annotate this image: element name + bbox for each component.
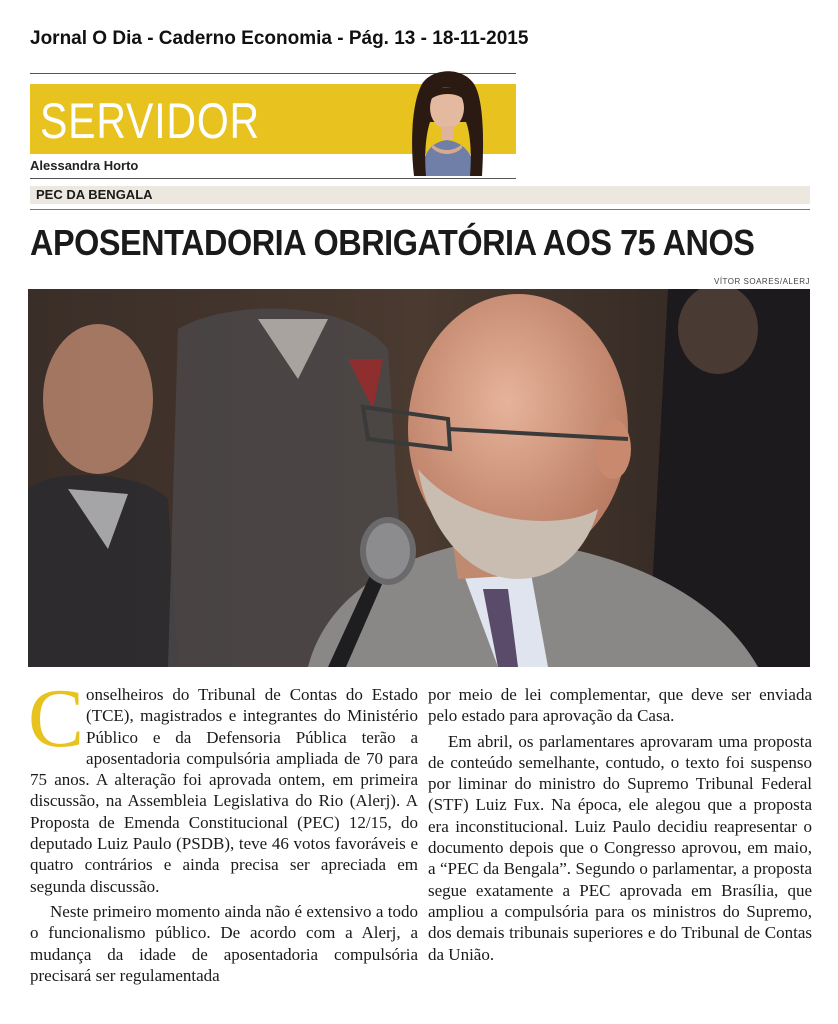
author-rule [30, 178, 516, 179]
kicker-bar [30, 186, 810, 204]
article-paragraph: Neste primeiro momento ainda não é extensivo a todo o funcionalismo público. De acordo com a Alerj, a mudança da idade de aposentadoria compulsória precisará ser regulamentada [30, 901, 418, 985]
article-paragraph [28, 672, 418, 897]
article-body-right [428, 684, 812, 965]
photo-credit: VÍTOR SOARES/ALERJ [714, 277, 810, 286]
paragraph-text: onselheiros do Tribunal de Contas do Estado (TCE), magistrados e integrantes do Ministério Público e da Defensoria Pública terão a aposentadoria compulsória ampliada de 70 para 75 anos. A alteração foi aprovada ontem, em primeira discussão, na Assembleia Legislativa do Rio (Alerj). A Proposta de Emenda Constitucional (PEC) 12/15, do deputado Luiz Paulo (PSDB), teve 46 votos favoráveis e quatro contrários e ainda precisa ser apreciada em segunda discussão. [30, 685, 418, 896]
article-headline: APOSENTADORIA OBRIGATÓRIA AOS 75 ANOS [30, 222, 755, 263]
author-portrait [392, 62, 502, 176]
dropcap: C [28, 672, 85, 765]
source-line: Jornal O Dia - Caderno Economia - Pág. 13 - 18-11-2015 [30, 28, 529, 49]
article-kicker: PEC DA BENGALA [36, 187, 153, 202]
photo-illustration [28, 289, 810, 667]
author-name: Alessandra Horto [30, 158, 139, 173]
article-body-left [28, 672, 418, 986]
kicker-rule [30, 209, 810, 210]
article-photo [28, 289, 810, 667]
article-paragraph: por meio de lei complementar, que deve ser enviada pelo estado para aprovação da Casa. [428, 685, 812, 726]
author-portrait-illustration [392, 62, 502, 176]
article-paragraph: Em abril, os parlamentares aprovaram uma proposta de conteúdo semelhante, contudo, o texto foi suspenso por liminar do ministro do Supremo Tribunal Federal (STF) Luiz Fux. Na época, ele alegou que a proposta era inconstitucional. Luiz Paulo decidiu reapresentar o documento depois que o Congresso aprovou, em maio, a “PEC da Bengala”. Segundo o parlamentar, a proposta segue exatamente a PEC aprovada em Brasília, que ampliou a compulsória para os ministros do Supremo, dos demais tribunais superiores e do Tribunal de Contas da União. [428, 731, 812, 964]
column-title: SERVIDOR [40, 93, 260, 149]
